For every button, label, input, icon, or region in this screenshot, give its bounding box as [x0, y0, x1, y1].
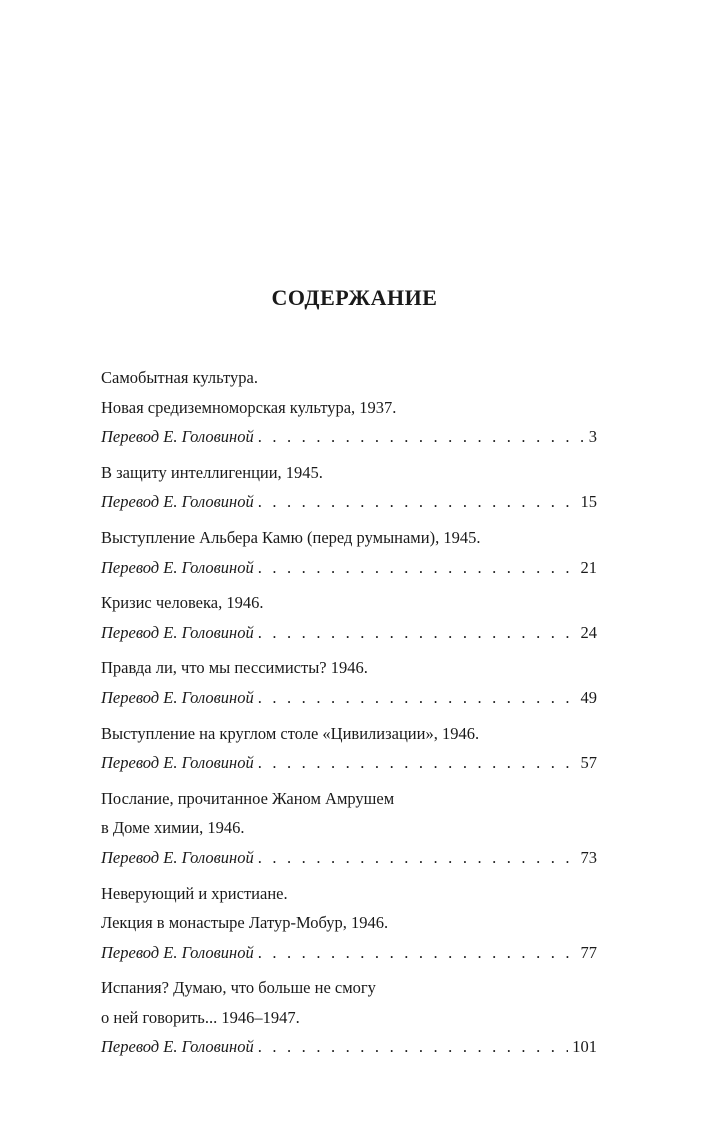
toc-entry-page-number: 73 [580, 847, 597, 867]
dot-leader [258, 938, 577, 968]
dot-leader [258, 683, 577, 713]
toc-entry-credit-line [101, 618, 597, 648]
toc-entry-translator: Перевод Е. Головиной [101, 492, 254, 512]
toc-entry-credit-line [101, 843, 597, 873]
toc-entry-title-line: Правда ли, что мы пессимисты? 1946. [101, 658, 368, 678]
toc-entry-page-number: 24 [580, 622, 597, 642]
toc-entry-title-line: Самобытная культура. [101, 368, 258, 387]
dot-leader [258, 748, 577, 778]
dot-leader [258, 843, 577, 873]
toc-entry-title-line: Выступление Альбера Камю (перед румынами), 1945. [101, 527, 481, 547]
toc-entry-page-number: 101 [572, 1037, 597, 1057]
toc-entry-page-number: 21 [580, 557, 597, 577]
toc-entry-title-line: Неверующий и христиане. [101, 883, 288, 903]
toc-entry-translator: Перевод Е. Головиной [101, 687, 254, 707]
toc-entry-translator: Перевод Е. Головиной [101, 1037, 254, 1057]
toc-entry-credit-line [101, 1032, 597, 1062]
toc-entry[interactable] [101, 879, 597, 968]
toc-entry-page-number: 49 [580, 687, 597, 707]
toc-entry-translator: Перевод Е. Головиной [101, 557, 254, 577]
dot-leader [258, 553, 577, 583]
toc-entry-title-line: Выступление на круглом столе «Цивилизации», 1946. [101, 723, 480, 743]
toc-entry-translator: Перевод Е. Головиной [101, 622, 254, 642]
toc-entry-translator: Перевод Е. Головиной [101, 427, 254, 447]
dot-leader [258, 422, 585, 452]
toc-entry-page-number: 3 [588, 427, 597, 447]
toc-entry[interactable] [101, 588, 597, 647]
toc-entry-credit-line [101, 422, 597, 452]
toc-entry[interactable] [101, 719, 597, 778]
dot-leader [258, 487, 577, 517]
toc-entry-title-line: Кризис человека, 1946. [101, 593, 264, 613]
page-title: СОДЕРЖАНИЕ [271, 285, 438, 310]
toc-entry[interactable] [101, 784, 597, 873]
toc-entry[interactable] [101, 973, 597, 1062]
toc-entry-page-number: 57 [580, 753, 597, 773]
toc-entry-title-line: Послание, прочитанное Жаном Амрушем [101, 788, 395, 808]
toc-entry[interactable] [101, 458, 597, 517]
toc-entry-page-number: 15 [580, 492, 597, 512]
toc-entry-credit-line [101, 683, 597, 713]
toc-entry-page-number: 77 [580, 942, 597, 962]
toc-entry[interactable] [101, 653, 597, 712]
toc-entry-title-line: Новая средиземноморская культура, 1937. [101, 397, 397, 417]
toc-entry[interactable] [101, 523, 597, 582]
toc-entry-credit-line [101, 748, 597, 778]
toc-entry-credit-line [101, 553, 597, 583]
toc-entry-title-line: В защиту интеллигенции, 1945. [101, 462, 323, 482]
toc-entry-credit-line [101, 487, 597, 517]
toc-entry-translator: Перевод Е. Головиной [101, 847, 254, 867]
toc-entry-title-line: о ней говорить... 1946–1947. [101, 1007, 300, 1027]
dot-leader [258, 1032, 569, 1062]
toc-entry-title-line: в Доме химии, 1946. [101, 818, 245, 838]
toc-entry-translator: Перевод Е. Головиной [101, 942, 254, 962]
toc-entry-title-line: Лекция в монастыре Латур-Мобур, 1946. [101, 913, 389, 933]
toc-entry-translator: Перевод Е. Головиной [101, 753, 254, 773]
toc-entry-title-line: Испания? Думаю, что больше не смогу [101, 978, 376, 998]
dot-leader [258, 618, 577, 648]
table-of-contents [101, 363, 597, 1068]
toc-entry-credit-line [101, 938, 597, 968]
toc-entry[interactable] [101, 363, 597, 452]
